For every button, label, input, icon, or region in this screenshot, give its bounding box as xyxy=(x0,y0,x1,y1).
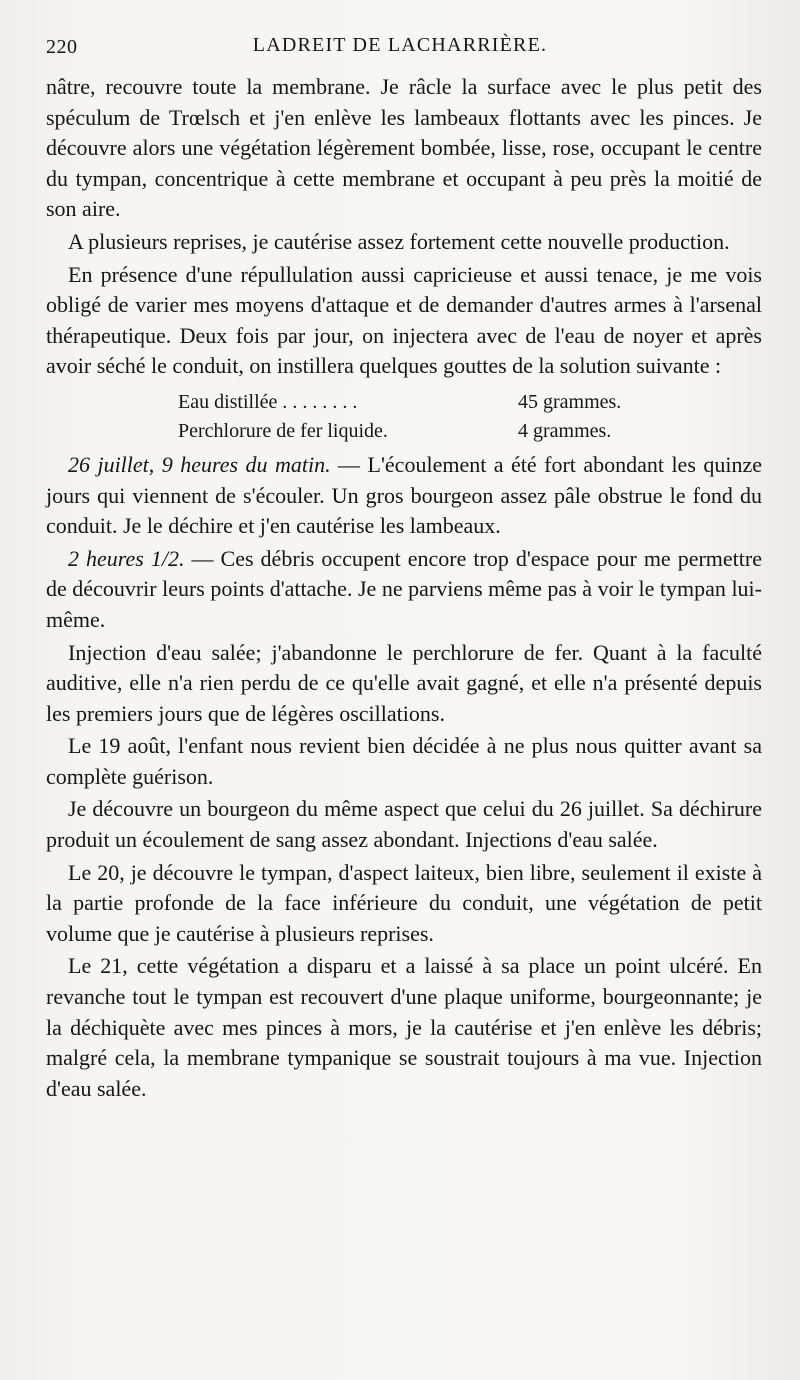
paragraph: A plusieurs reprises, je cautérise assez fortement cette nouvelle production. xyxy=(68,228,730,254)
formula-ingredient: Perchlorure de fer liquide. xyxy=(178,419,388,442)
paragraph: Le 20, je découvre le tympan, d'aspect laiteux, bien libre, seulement il existe à la partie profonde de la face inférieure du conduit, une végétation de petit volume que je cautérise à plusieurs reprises. xyxy=(46,859,762,946)
page-number: 220 xyxy=(46,36,78,58)
running-head: LADREIT DE LACHARRIÈRE. xyxy=(252,34,548,56)
page-header xyxy=(46,34,754,64)
entry-date: 26 juillet, 9 heures du matin. xyxy=(68,451,331,477)
prescription-formula xyxy=(178,388,648,446)
paragraph: Je découvre un bourgeon du même aspect que celui du 26 juillet. Sa déchirure produit un écoulement de sang assez abondant. Injections d'eau salée. xyxy=(46,796,762,853)
paragraph xyxy=(46,450,762,542)
formula-row xyxy=(178,417,648,446)
paragraph: Le 19 août, l'enfant nous revient bien décidée à ne plus nous quitter avant sa complète guérison. xyxy=(46,733,762,789)
body-text xyxy=(46,72,762,1104)
paragraph: Le 21, cette végétation a disparu et a laissé à sa place un point ulcéré. En revanche tout le tympan est recouvert d'une plaque uniforme, bourgeonnante; je la déchiquète avec mes pinces à mors, je la cautérise et j'en enlève les débris; malgré cela, la membrane tympanique se soustrait toujours à ma vue. Injection d'eau salée. xyxy=(46,953,762,1101)
formula-quantity: 4 grammes. xyxy=(518,419,612,442)
entry-time: 2 heures 1/2. xyxy=(68,545,185,571)
formula-ingredient: Eau distillée . . . . . . . . xyxy=(178,390,358,413)
entry-text: — L'écoulement a été fort abondant les quinze jours qui viennent de s'écouler. Un gros bourgeon assez pâle obstrue le fond du conduit. Je le déchire et j'en cautérise les lambeaux. xyxy=(46,451,762,539)
paragraph: En présence d'une répullulation aussi capricieuse et aussi tenace, je me vois obligé de varier mes moyens d'attaque et de demander d'autres armes à l'arsenal thérapeutique. Deux fois par jour, on injectera avec de l'eau de noyer et après avoir séché le conduit, on instillera quelques gouttes de la solution suivante : xyxy=(46,261,762,379)
formula-row xyxy=(178,388,648,417)
entry-text: — Ces débris occupent encore trop d'espace pour me permettre de découvrir leurs points d'attache. Je ne parviens même pas à voir le tympan lui-même. xyxy=(46,545,762,632)
paragraph: Injection d'eau salée; j'abandonne le perchlorure de fer. Quant à la faculté auditive, elle n'a rien perdu de ce qu'elle avait gagné, et elle n'a présenté depuis les premiers jours que de légères oscillations. xyxy=(46,639,762,726)
formula-quantity: 45 grammes. xyxy=(518,390,622,413)
paragraph-continued: nâtre, recouvre toute la membrane. Je râcle la surface avec le plus petit des spéculum de Trœlsch et j'en enlève les lambeaux flottants avec les pinces. Je découvre alors une végétation légèrement bombée, lisse, rose, occupant le centre du tympan, concentrique à cette membrane et occupant à peu près la moitié de son aire. xyxy=(46,74,762,222)
paragraph xyxy=(46,544,762,636)
